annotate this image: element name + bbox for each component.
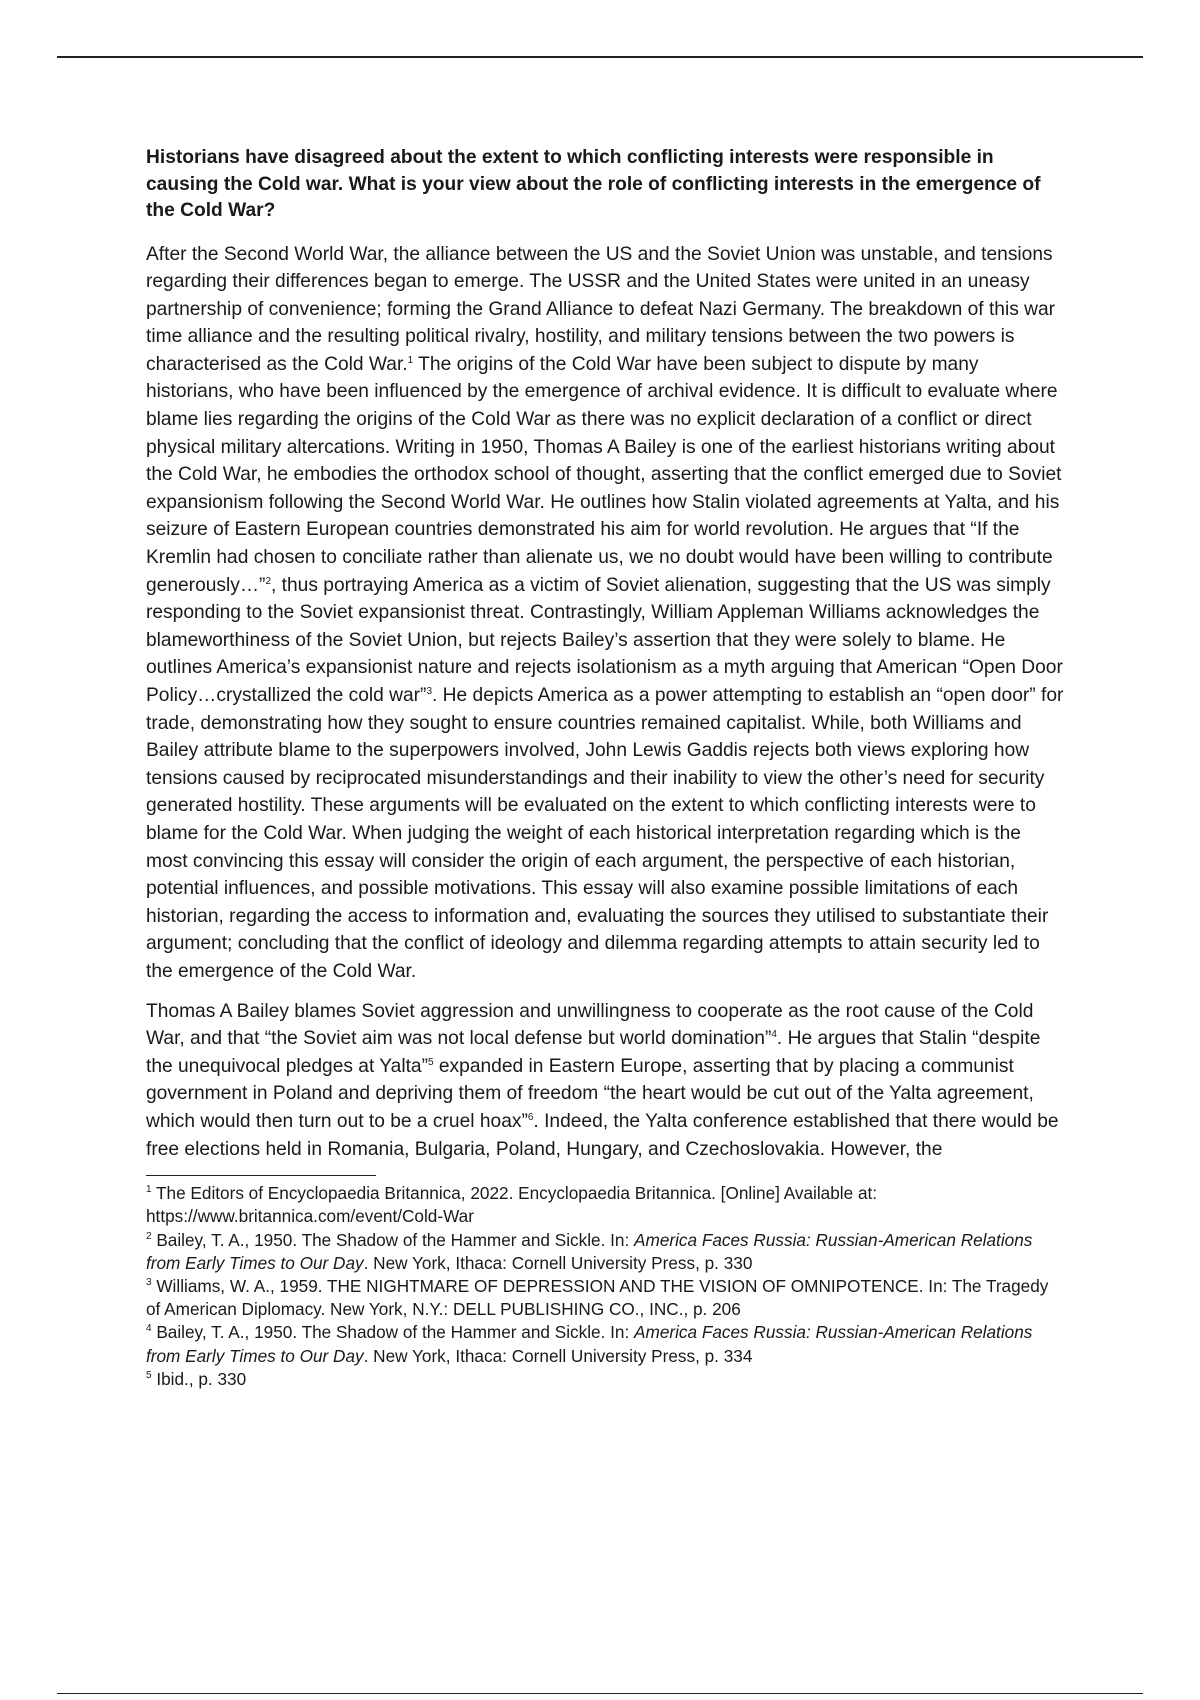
footnote-2-number: 2: [146, 1230, 152, 1242]
footnote-3-text: Williams, W. A., 1959. THE NIGHTMARE OF DEPRESSION AND THE VISION OF OMNIPOTENCE. In: The Tragedy of American Diplomacy. New York, N.Y.: DELL PUBLISHING CO., INC., p. 206: [146, 1275, 1049, 1320]
essay-question: Historians have disagreed about the extent to which conflicting interests were responsible in causing the Cold war. What is your view about the role of conflicting interests in the emergence of the Cold War?: [146, 147, 1041, 221]
footnote-1: [146, 1182, 1066, 1228]
footnote-2-publisher: . New York, Ithaca: Cornell University Press, p. 330: [363, 1252, 753, 1273]
footnote-2-text: Bailey, T. A., 1950. The Shadow of the Hammer and Sickle. In:: [151, 1229, 635, 1250]
top-rule: [57, 56, 1143, 58]
p2-text-d: . Indeed, the Yalta conference established that there would be free elections held in Romania, Bulgaria, Poland, Hungary, and Czechoslovakia. However, the: [146, 1110, 1059, 1160]
footnote-ref-2: 2: [265, 575, 272, 587]
footnote-4-number: 4: [146, 1323, 152, 1335]
footnote-5-number: 5: [146, 1369, 152, 1381]
footnote-4: [146, 1321, 1066, 1367]
paragraph-1: [146, 241, 1066, 986]
footnote-2-book-title: America Faces Russia: Russian-American Relations from Early Times to Our Day: [146, 1229, 1033, 1273]
footnote-ref-4: 4: [771, 1029, 777, 1041]
footnotes: [146, 1182, 1066, 1391]
footnote-1-text: The Editors of Encyclopaedia Britannica, 2022. Encyclopaedia Britannica. [Online] Available at: https://www.britannica.com/event/Cold-War: [146, 1183, 878, 1227]
p2-text-c: expanded in Eastern Europe, asserting that by placing a communist government in Poland and depriving them of freedom “the heart would be cut out of the Yalta agreement, which would then turn out to be a cruel hoax”: [146, 1055, 1034, 1132]
footnote-ref-3: 3: [426, 686, 433, 697]
footnote-ref-1: 1: [407, 354, 414, 366]
footnote-5: [146, 1368, 1066, 1391]
footnote-4-book-title: America Faces Russia: Russian-American Relations from Early Times to Our Day: [146, 1322, 1033, 1366]
p2-text-b: . He argues that Stalin “despite the unequivocal pledges at Yalta”: [146, 1028, 1041, 1077]
footnote-1-number: 1: [146, 1184, 152, 1196]
bottom-rule: [57, 1693, 1143, 1694]
footnote-separator: [146, 1175, 376, 1176]
footnote-5-text: Ibid., p. 330: [151, 1368, 247, 1389]
footnote-2: [146, 1229, 1066, 1275]
footnote-ref-6: 6: [527, 1111, 534, 1123]
page-content: [146, 145, 1066, 1391]
p1-text-c: , thus portraying America as a victim of Soviet alienation, suggesting that the US was simply responding to the Soviet expansionist threat. Contrastingly, William Appleman Williams acknowledges the blameworthiness of the Soviet Union, but rejects Bailey’s assertion that they were solely to blame. He outlines America’s expansionist nature and rejects isolationism as a myth arguing that American “Open Door Policy…crystallized the cold war”: [146, 574, 1063, 706]
footnote-3: [146, 1275, 1066, 1321]
p1-text-a: After the Second World War, the alliance between the US and the Soviet Union was unstable, and tensions regarding their differences began to emerge. The USSR and the United States were united in an uneasy partnership of convenience; forming the Grand Alliance to defeat Nazi Germany. The breakdown of this war time alliance and the resulting political rivalry, hostility, and military tensions between the two powers is characterised as the Cold War.: [146, 243, 1056, 375]
p1-text-b: The origins of the Cold War have been subject to dispute by many historians, who have been influenced by the emergence of archival evidence. It is difficult to evaluate where blame lies regarding the origins of the Cold War as there was no explicit declaration of a conflict or direct physical military altercations. Writing in 1950, Thomas A Bailey is one of the earliest historians writing about the Cold War, he embodies the orthodox school of thought, asserting that the conflict emerged due to Soviet expansionism following the Second World War. He outlines how Stalin violated agreements at Yalta, and his seizure of Eastern European countries demonstrated his aim for world revolution. He argues that “If the Kremlin had chosen to conciliate rather than alienate us, we no doubt would have been willing to contribute generously…”: [146, 353, 1062, 596]
p2-text-a: Thomas A Bailey blames Soviet aggression and unwillingness to cooperate as the root cause of the Cold War, and that “the Soviet aim was not local defense but world domination”: [146, 1000, 1034, 1050]
paragraph-2: [146, 998, 1066, 1164]
footnote-4-text: Bailey, T. A., 1950. The Shadow of the Hammer and Sickle. In:: [151, 1322, 635, 1343]
footnote-3-number: 3: [146, 1276, 152, 1288]
footnote-4-publisher: . New York, Ithaca: Cornell University Press, p. 334: [363, 1345, 753, 1366]
p1-text-d: . He depicts America as a power attempting to establish an “open door” for trade, demonstrating how they sought to ensure countries remained capitalist. While, both Williams and Bailey attribute blame to the superpowers involved, John Lewis Gaddis rejects both views exploring how tensions caused by reciprocated misunderstandings and their inability to view the other’s need for security generated hostility. These arguments will be evaluated on the extent to which conflicting interests were to blame for the Cold War. When judging the weight of each historical interpretation regarding which is the most convincing this essay will consider the origin of each argument, the perspective of each historian, potential influences, and possible motivations. This essay will also examine possible limitations of each historian, regarding the access to information and, evaluating the sources they utilised to substantiate their argument; concluding that the conflict of ideology and dilemma regarding attempts to attain security led to the emergence of the Cold War.: [146, 685, 1064, 982]
footnote-ref-5: 5: [427, 1056, 434, 1068]
